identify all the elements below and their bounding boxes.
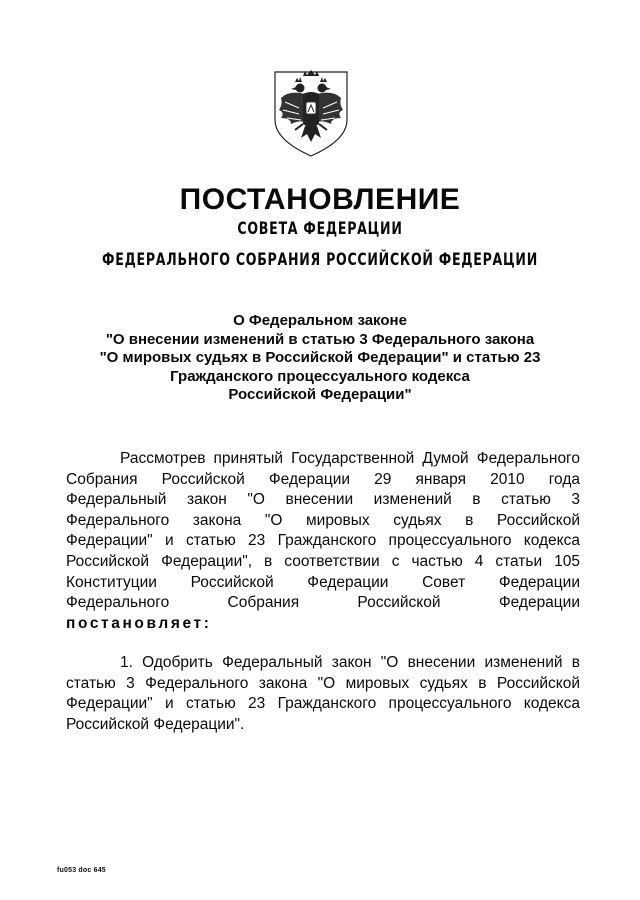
preamble-paragraph bbox=[66, 449, 580, 634]
document-type-title: ПОСТАНОВЛЕНИЕ bbox=[179, 183, 461, 216]
item-1-line: Федерации" и статью 23 Гражданского процессуального кодекса bbox=[66, 695, 580, 713]
preamble-line: Федерального закона "О мировых судьях в Российской bbox=[66, 511, 580, 529]
preamble-line: Российской Федерации", в соответствии с частью 4 статьи 105 bbox=[66, 552, 580, 570]
subject-line: О Федеральном законе bbox=[233, 312, 407, 329]
preamble-line: Федерального Собрания Российской Федерации bbox=[66, 594, 580, 612]
item-1-line: Российской Федерации". bbox=[66, 715, 245, 733]
subject-line: "О мировых судьях в Российской Федерации" и статью 23 bbox=[99, 349, 541, 366]
subject-line: Российской Федерации" bbox=[228, 386, 412, 403]
document-subject bbox=[0, 312, 640, 405]
issuer-line-federal-assembly: ФЕДЕРАЛЬНОГО СОБРАНИЯ РОССИЙСКОЙ ФЕДЕРАЦИИ bbox=[102, 250, 538, 270]
issuer-line-council: СОВЕТА ФЕДЕРАЦИИ bbox=[237, 219, 403, 239]
preamble-line: Федеральный закон "О внесении изменений в статью 3 bbox=[66, 491, 580, 509]
item-1-paragraph bbox=[66, 653, 580, 735]
subject-line: "О внесении изменений в статью 3 Федерального закона bbox=[105, 330, 535, 348]
preamble-line: Федерации" и статью 23 Гражданского процессуального кодекса bbox=[66, 532, 580, 550]
decree-word: постановляет: bbox=[66, 614, 212, 632]
document-file-code: fu053 doc 645 bbox=[57, 867, 106, 874]
subject-line: Гражданского процессуального кодекса bbox=[170, 367, 470, 385]
preamble-line: Рассмотрев принятый Государственной Думой Федерального bbox=[120, 450, 580, 467]
item-1-line: статью 3 Федерального закона "О мировых судьях в Российской bbox=[66, 674, 580, 692]
preamble-line: Конституции Российской Федерации Совет Федерации bbox=[66, 573, 580, 591]
preamble-line: Собрания Российской Федерации 29 января 2010 года bbox=[66, 470, 580, 488]
double-headed-eagle-emblem-icon bbox=[269, 68, 353, 160]
item-1-line: 1. Одобрить Федеральный закон "О внесении изменений в bbox=[120, 654, 580, 671]
